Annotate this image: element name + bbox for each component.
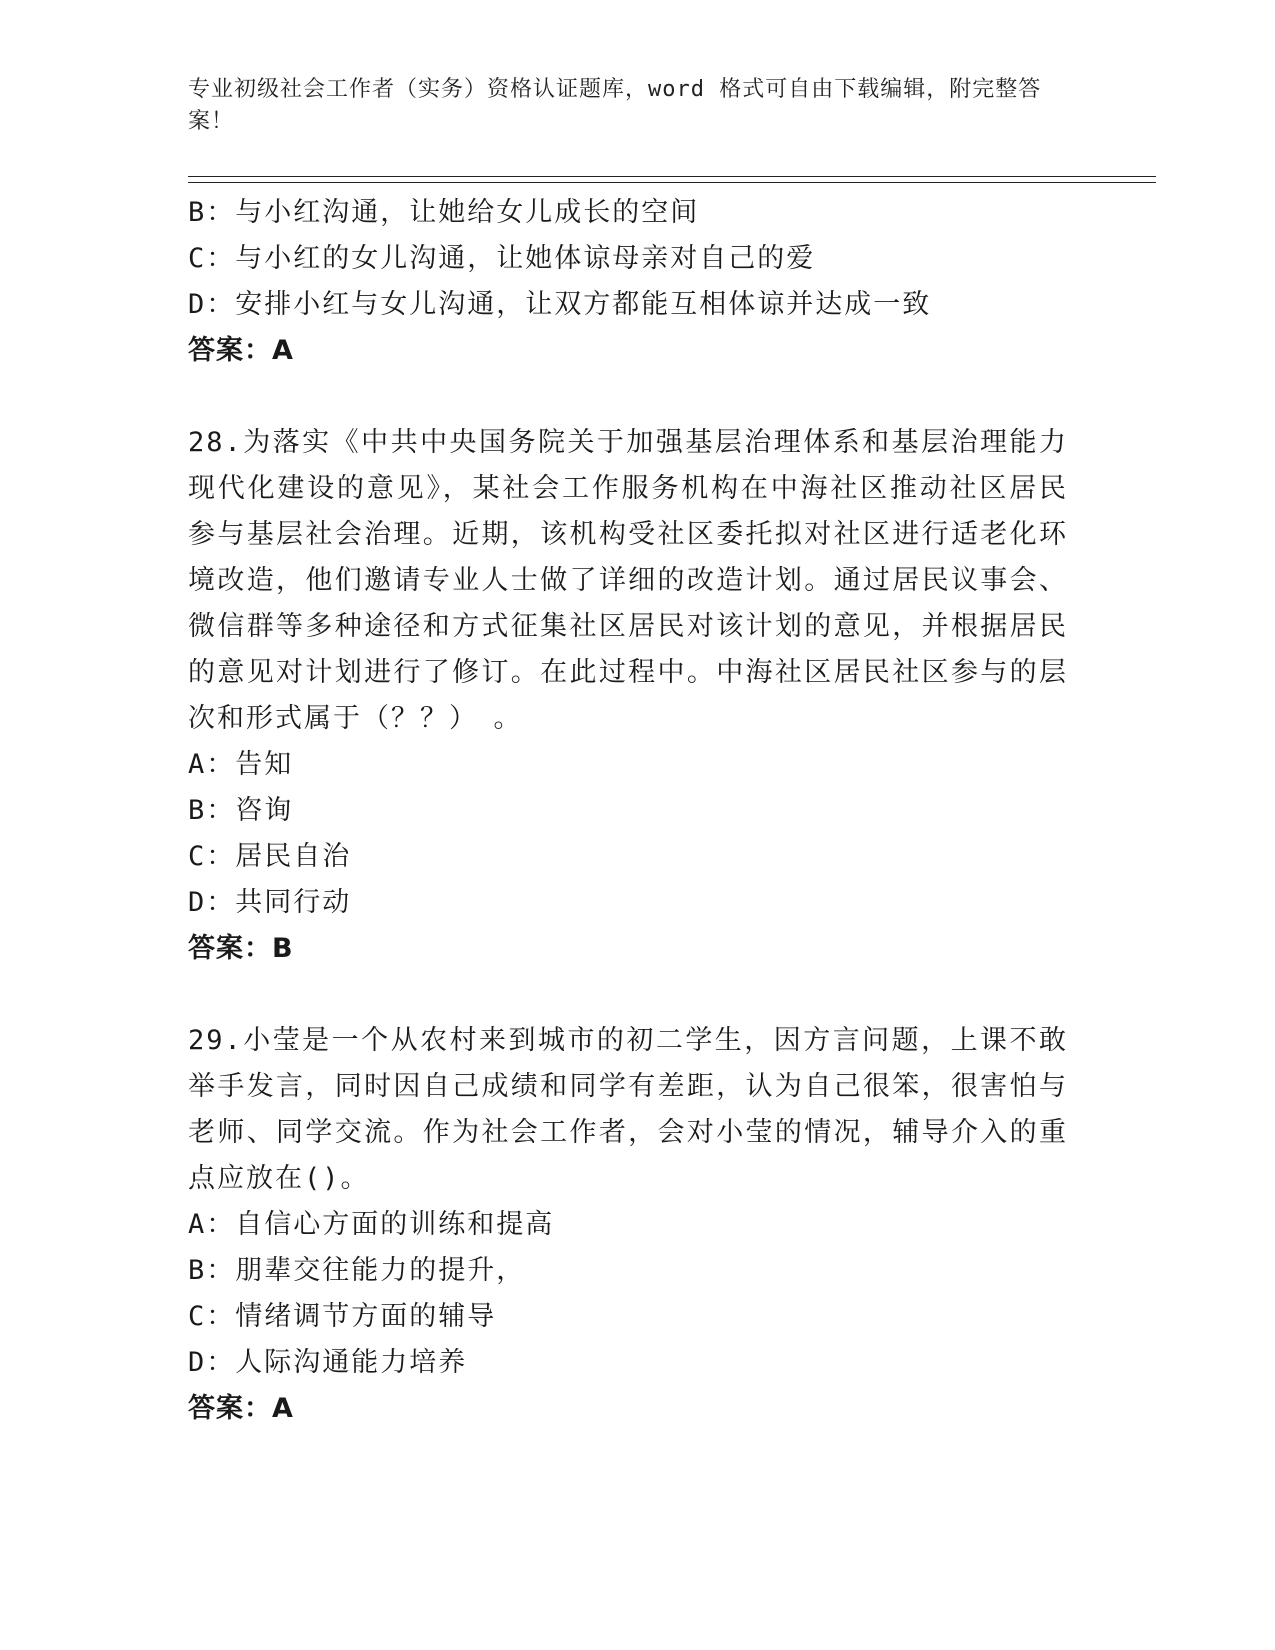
option-c: C：与小红的女儿沟通，让她体谅母亲对自己的爱 xyxy=(188,243,816,274)
document-content xyxy=(188,190,1068,1432)
answer-line: 答案：A xyxy=(188,1393,294,1424)
question-28-block xyxy=(188,420,1068,972)
header-rule-bottom xyxy=(188,182,1156,183)
spacer xyxy=(188,972,1068,1018)
prev-question-block xyxy=(188,190,1068,374)
page-header: 专业初级社会工作者（实务）资格认证题库，word 格式可自由下载编辑，附完整答案！ xyxy=(188,77,1042,134)
option-d: D：人际沟通能力培养 xyxy=(188,1347,468,1378)
option-b: B：朋辈交往能力的提升， xyxy=(188,1255,526,1286)
option-b: B：与小红沟通，让她给女儿成长的空间 xyxy=(188,197,700,228)
option-a: A：告知 xyxy=(188,749,294,780)
option-c: C：情绪调节方面的辅导 xyxy=(188,1301,497,1332)
option-b: B：咨询 xyxy=(188,795,294,826)
option-d: D：安排小红与女儿沟通，让双方都能互相体谅并达成一致 xyxy=(188,289,932,320)
question-text: 29.小莹是一个从农村来到城市的初二学生，因方言问题，上课不敢举手发言，同时因自己成绩和同学有差距，认为自己很笨，很害怕与老师、同学交流。作为社会工作者，会对小莹的情况，辅导介入的重点应放在()。 xyxy=(188,1025,1068,1194)
question-text: 28.为落实《中共中央国务院关于加强基层治理体系和基层治理能力现代化建设的意见》，某社会工作服务机构在中海社区推动社区居民参与基层社会治理。近期，该机构受社区委托拟对社区进行适老化环境改造，他们邀请专业人士做了详细的改造计划。通过居民议事会、微信群等多种途径和方式征集社区居民对该计划的意见，并根据居民的意见对计划进行了修订。在此过程中。中海社区居民社区参与的层次和形式属于（？？） 。 xyxy=(188,427,1068,734)
question-29-block xyxy=(188,1018,1068,1432)
option-d: D：共同行动 xyxy=(188,887,352,918)
header-rule-top xyxy=(188,176,1156,177)
answer-line: 答案：A xyxy=(188,335,294,366)
spacer xyxy=(188,374,1068,420)
option-c: C：居民自治 xyxy=(188,841,352,872)
answer-line: 答案：B xyxy=(188,933,294,964)
option-a: A：自信心方面的训练和提高 xyxy=(188,1209,555,1240)
